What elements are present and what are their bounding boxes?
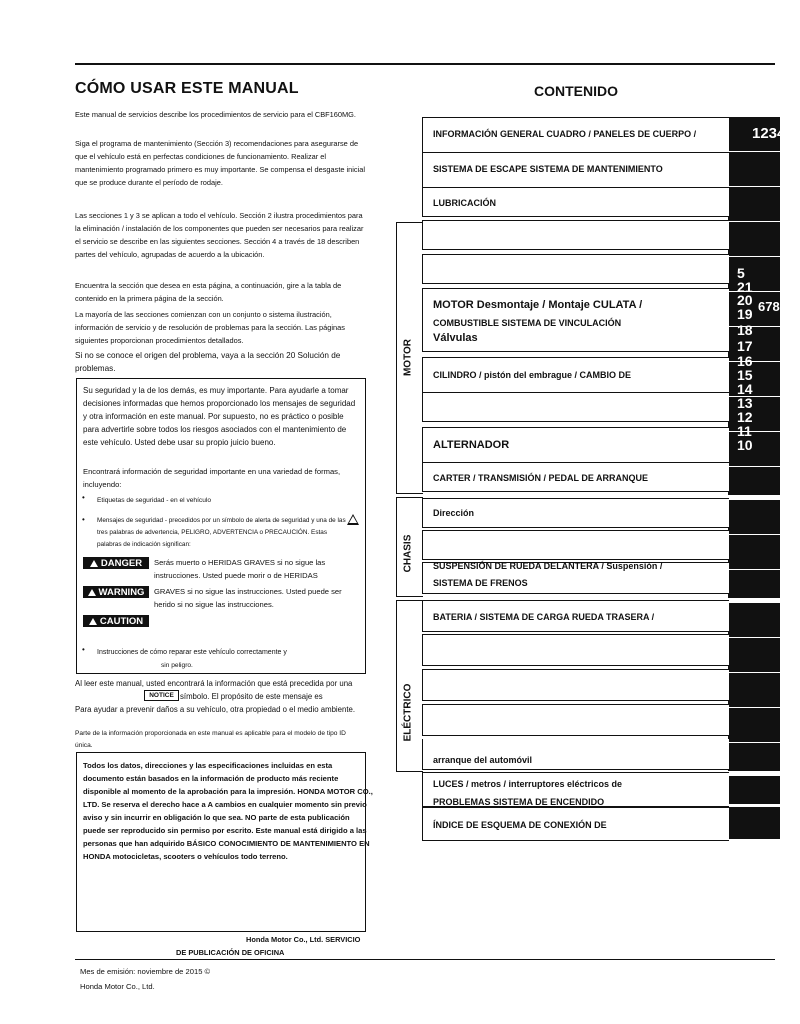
section-number: 12: [737, 409, 753, 425]
toc-row[interactable]: [422, 392, 729, 422]
copyright: Honda Motor Co., Ltd.: [80, 982, 155, 991]
notice-intro: Al leer este manual, usted encontrará la información que está precedida por una: [75, 679, 353, 688]
section-number: 11: [737, 423, 752, 439]
section-number: 20: [737, 292, 753, 308]
toc-row[interactable]: SUSPENSIÓN DE RUEDA DELANTERA / Suspensión / SISTEMA DE FRENOS: [422, 562, 729, 594]
danger-text: Serás muerto o HERIDAS GRAVES si no sigue las instrucciones. Usted puede morir o de HERIDAS: [154, 558, 326, 580]
troubleshooting-paragraph: Si no se conoce el origen del problema, vaya a la sección 20 Solución de problemas.: [75, 351, 341, 373]
notice-label: NOTICE: [144, 690, 179, 701]
section-number: 6789: [758, 299, 787, 314]
publisher-line1: Honda Motor Co., Ltd. SERVICIO: [246, 935, 361, 944]
toc-row[interactable]: ALTERNADOR: [422, 427, 729, 463]
toc-row[interactable]: LUCES / metros / interruptores eléctricos de PROBLEMAS SISTEMA DE ENCENDIDO: [422, 772, 729, 807]
sections-paragraph: Las secciones 1 y 3 se aplican a todo el vehículo. Sección 2 ilustra procedimientos para la eliminación / instalación de los componentes que pueden ser necesarios para realizar el servicio se describe en las siguientes secciones. Sección 4 a través de 18 describen partes del vehículo, agrupadas de acuerdo a la ubicación.: [75, 211, 364, 259]
alert-triangle-icon: [89, 618, 97, 625]
toc-tab: [728, 362, 780, 396]
intro-paragraph: Este manual de servicios describe los procedimientos de servicio para el CBF160MG.: [75, 110, 356, 119]
safety-intro: Su seguridad y la de los demás, es muy importante. Para ayudarle a tomar decisiones informadas que hemos proporcionado los mensajes de seguridad y otra información en este manual. Por supuesto, no es práctico o posible para advertirle sobre todos los riesgos asociados con el mantenimiento de este vehículo. Usted debe usar su propio juicio bueno.: [83, 386, 356, 447]
toc-row[interactable]: Dirección: [422, 498, 729, 528]
toc-row[interactable]: BATERIA / SISTEMA DE CARGA RUEDA TRASERA /: [422, 600, 729, 632]
toc-tab: [728, 187, 780, 221]
toc-tab: [728, 222, 780, 256]
safety-forms: Encontrará información de seguridad importante en una variedad de formas, incluyendo:: [83, 467, 341, 489]
toc-title: CONTENIDO: [534, 83, 618, 99]
toc-tab: [728, 807, 780, 839]
toc-row[interactable]: [422, 254, 729, 284]
toc-tab: [728, 500, 780, 534]
toc-row[interactable]: ÍNDICE DE ESQUEMA DE CONEXIÓN DE: [422, 807, 729, 841]
legal-box: [76, 752, 373, 932]
toc-tab: [728, 603, 780, 637]
toc-tab: [728, 708, 780, 742]
toc-tab: [728, 467, 780, 495]
section-number: 5: [737, 265, 745, 281]
safety-alert-icon: [347, 514, 359, 525]
toc-row[interactable]: LUBRICACIÓN: [422, 187, 729, 217]
bullet-messages: Mensajes de seguridad - precedidos por un símbolo de alerta de seguridad y una de las tres palabras de advertencia, PELIGRO, ADVERTENCIA o PRECAUCIÓN. Estas palabras de indicación significan:: [97, 517, 346, 548]
toc-row[interactable]: [422, 704, 729, 736]
section-number: 18: [737, 322, 753, 338]
top-rule: [75, 63, 775, 65]
bullet-instructions-cont: sin peligro.: [161, 662, 193, 669]
bullet-instructions: Instrucciones de cómo reparar este vehículo correctamente y: [97, 649, 287, 656]
toc-row[interactable]: [422, 220, 729, 250]
bullet-dot: •: [82, 493, 85, 502]
section-number: 21: [737, 279, 753, 295]
toc-tab: [728, 776, 780, 804]
bullet-dot: •: [82, 645, 85, 654]
toc-tab: [728, 570, 780, 598]
toc-row[interactable]: arranque del automóvil: [422, 739, 729, 770]
section-structure-paragraph: La mayoría de las secciones comienzan con un conjunto o sistema ilustración, información de servicio y de resolución de problemas para la sección. Las páginas siguientes proporcionan procedimientos detallados.: [75, 310, 345, 345]
toc-row[interactable]: SISTEMA DE ESCAPE SISTEMA DE MANTENIMIENTO: [422, 152, 729, 188]
warning-signal-word: WARNING: [83, 586, 149, 598]
toc-row[interactable]: MOTOR Desmontaje / Montaje CULATA / COMBUSTIBLE SISTEMA DE VINCULACIÓN Válvulas: [422, 288, 729, 352]
issue-date: Mes de emisión: noviembre de 2015 ©: [80, 967, 211, 976]
section-number: 16: [737, 353, 753, 369]
toc-tab: [728, 152, 780, 186]
bullet-dot: •: [82, 515, 85, 524]
toc-tab: [728, 535, 780, 569]
caution-signal-word: CAUTION: [83, 615, 149, 627]
group-label-motor: MOTOR: [402, 338, 414, 377]
toc-row[interactable]: [422, 634, 729, 666]
find-section-paragraph: Encuentra la sección que desea en esta página, a continuación, gire a la tabla de contenido en la primera página de la sección.: [75, 281, 342, 303]
section-number: 15: [737, 367, 753, 383]
group-label-electrico: ELÉCTRICO: [402, 683, 414, 742]
notice-line2: Para ayudar a prevenir daños a su vehículo, otra propiedad o el medio ambiente.: [75, 705, 355, 714]
type-id-note: Parte de la información proporcionada en este manual es aplicable para el modelo de tipo ID única.: [75, 730, 346, 749]
danger-signal-word: DANGER: [83, 557, 149, 569]
notice-purpose: símbolo. El propósito de este mensaje es: [180, 692, 323, 701]
section-number: 10: [737, 437, 753, 453]
toc-tab: [728, 743, 780, 771]
legal-text: Todos los datos, direcciones y las especificaciones incluidas en esta documento están basados en la información de producto más reciente disponible al momento de la aprobación para la impresión. HONDA MOTOR CO., LTD. Se reserva el derecho hace a A cambios en cualquier momento sin previo aviso y sin incurrir en obligación lo que sea. NO parte de esta publicación puede ser reproducido sin permiso por escrito. Este manual está dirigido a las personas que han adquirido BÁSICO CONOCIMIENTO DE MANTENIMIENTO EN HONDA motocicletas, scooters o vehículos todo terreno.: [83, 761, 373, 861]
alert-triangle-icon: [90, 560, 98, 567]
toc-tab: [728, 257, 780, 291]
section-number: 14: [737, 381, 753, 397]
toc-row[interactable]: [422, 669, 729, 701]
page-title: CÓMO USAR ESTE MANUAL: [75, 80, 299, 97]
bullet-labels: Etiquetas de seguridad - en el vehículo: [97, 497, 211, 504]
toc-tab: [728, 397, 780, 431]
section-number: 13: [737, 395, 753, 411]
toc-tab: [728, 673, 780, 707]
toc-row[interactable]: INFORMACIÓN GENERAL CUADRO / PANELES DE CUERPO /: [422, 117, 729, 153]
section-number: 1234: [752, 125, 786, 142]
warning-text: GRAVES si no sigue las instrucciones. Usted puede ser herido si no sigue las instrucciones.: [154, 587, 342, 609]
group-label-chasis: CHASIS: [402, 534, 414, 573]
alert-triangle-icon: [88, 589, 96, 596]
toc-tab: [728, 638, 780, 672]
toc-row[interactable]: [422, 530, 729, 560]
toc-row[interactable]: CILINDRO / pistón del embrague / CAMBIO DE: [422, 357, 729, 393]
toc-tab: [728, 327, 780, 361]
section-number: 17: [737, 338, 753, 354]
section-number: 19: [737, 306, 753, 322]
bottom-rule: [75, 959, 775, 960]
safety-box: [76, 378, 366, 674]
toc-row[interactable]: CARTER / TRANSMISIÓN / PEDAL DE ARRANQUE: [422, 462, 729, 492]
maintenance-paragraph: Siga el programa de mantenimiento (Sección 3) recomendaciones para asegurarse de que el vehículo está en perfectas condiciones de funcionamiento. Realizar el mantenimiento programado primero es muy importante. Se compensa el desgaste inicial que se produce durante el período de rodaje.: [75, 139, 366, 187]
publisher-line2: DE PUBLICACIÓN DE OFICINA: [176, 948, 285, 957]
toc-tab: [728, 432, 780, 466]
